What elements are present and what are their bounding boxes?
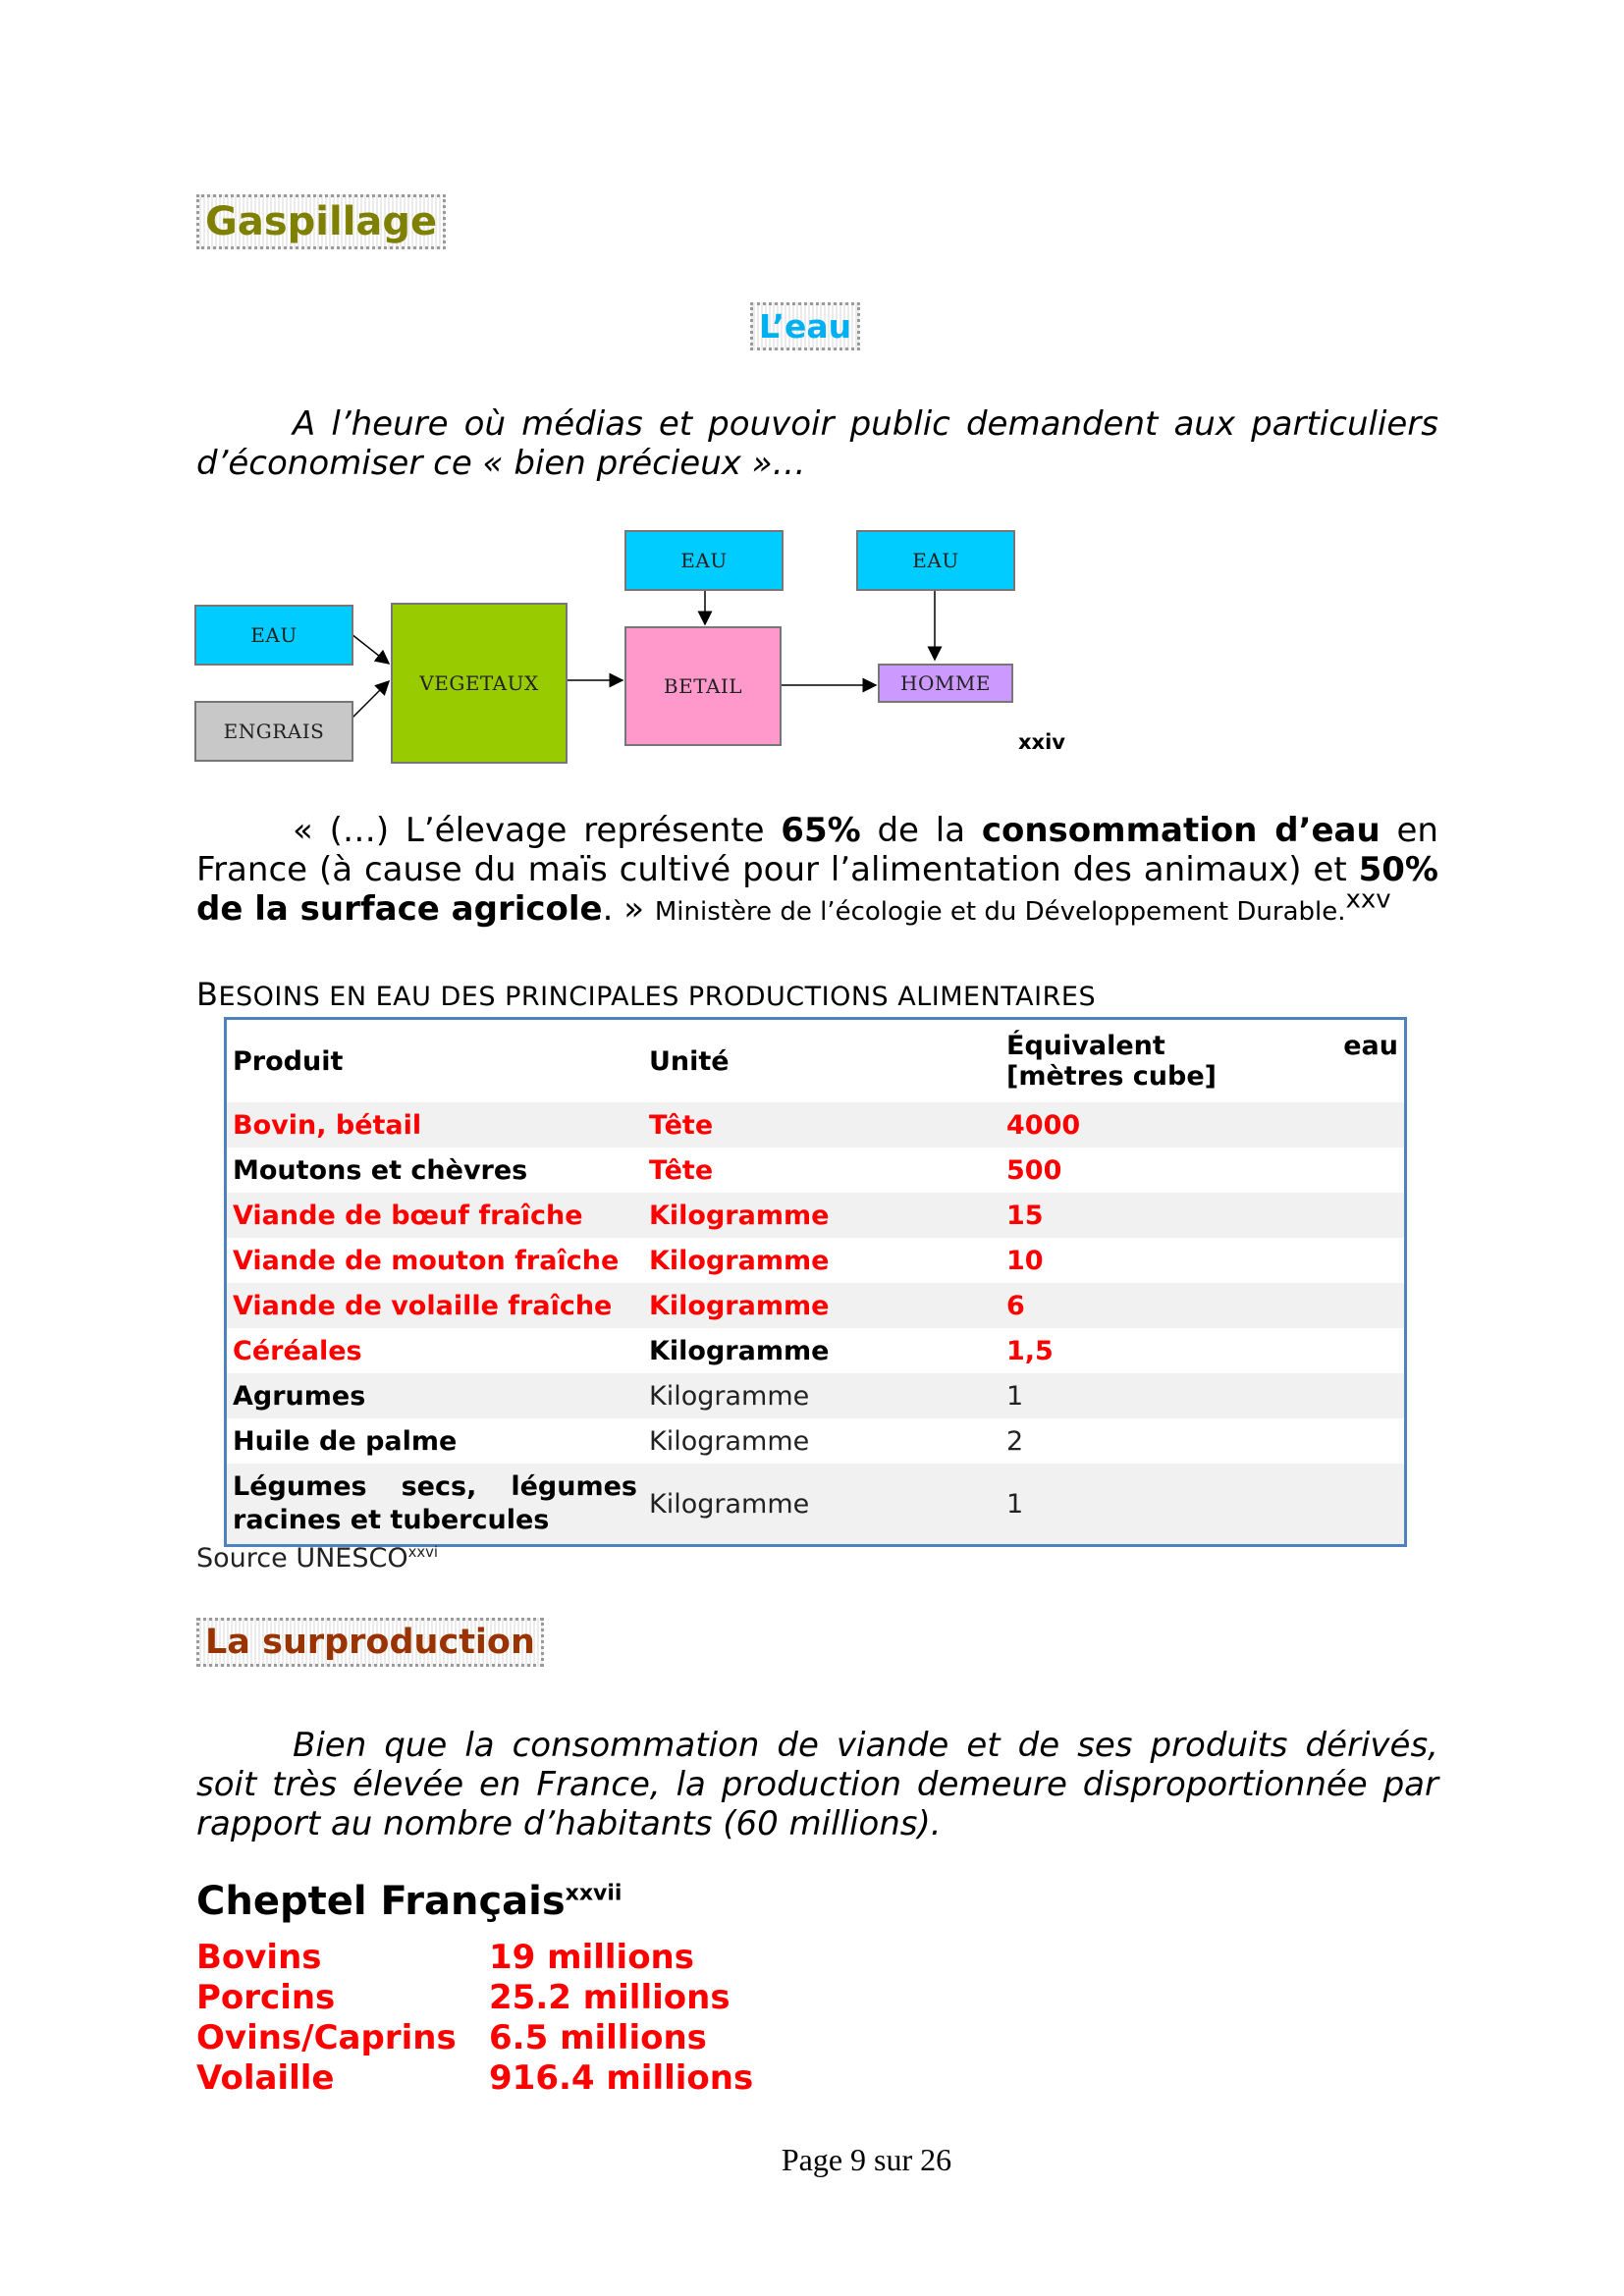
cell-valeur: 15 bbox=[1001, 1193, 1406, 1238]
box-vegetaux: VEGETAUX bbox=[391, 603, 568, 764]
table-source-text: Source UNESCO bbox=[196, 1543, 408, 1574]
quote-close: . » bbox=[602, 889, 655, 929]
cheptel-label: Porcins bbox=[196, 1978, 336, 2017]
table-row bbox=[226, 1418, 1406, 1464]
table-title-cap: B bbox=[196, 976, 219, 1013]
subsection-heading-eau: L’eau bbox=[750, 302, 860, 350]
surproduction-paragraph: Bien que la consommation de viande et de ses produits dérivés, soit très élevée en France, la production demeure disproportionnée par rapport au nombre d’habitants (60 millions). bbox=[196, 1726, 1438, 1843]
cell-unite: Kilogramme bbox=[643, 1464, 1001, 1546]
box-eau-1: EAU bbox=[194, 605, 353, 666]
quote-consommation: consommation d’eau bbox=[981, 811, 1380, 850]
cell-valeur: 4000 bbox=[1001, 1102, 1406, 1148]
cell-produit: Bovin, bétail bbox=[226, 1102, 644, 1148]
list-item bbox=[196, 2018, 753, 2058]
subsection-heading-surproduction: La surproduction bbox=[196, 1618, 544, 1667]
water-flow-diagram bbox=[194, 526, 1078, 766]
table-header-row bbox=[226, 1019, 1406, 1103]
cell-valeur: 500 bbox=[1006, 1154, 1062, 1186]
cell-produit: Viande de mouton fraîche bbox=[233, 1245, 620, 1276]
table-title bbox=[196, 976, 1096, 1013]
box-eau-2: EAU bbox=[624, 530, 784, 591]
header-equiv-3: [mètres cube] bbox=[1006, 1061, 1217, 1092]
table-title-rest: ESOINS EN EAU DES PRINCIPALES PRODUCTIONS ALIMENTAIRES bbox=[218, 982, 1097, 1012]
cell-unite: Kilogramme bbox=[643, 1373, 1001, 1418]
cell-unite: Kilogramme bbox=[649, 1245, 830, 1276]
cell-produit: Huile de palme bbox=[233, 1425, 458, 1457]
list-item bbox=[196, 2058, 753, 2099]
diagram-reference: xxiv bbox=[1018, 730, 1065, 754]
water-needs-table bbox=[224, 1017, 1407, 1547]
quote-mid-2: en France (à cause du maïs cultivé pour l’alimentation des animaux) et bbox=[196, 811, 1438, 889]
table-source-reference: xxvi bbox=[407, 1543, 439, 1561]
quote-source: Ministère de l’écologie et du Développement Durable. bbox=[654, 897, 1346, 927]
cheptel-label: Bovins bbox=[196, 1938, 322, 1977]
cell-unite: Tête bbox=[649, 1154, 714, 1186]
table-row bbox=[226, 1148, 1406, 1193]
cheptel-label: Ovins/Caprins bbox=[196, 2018, 457, 2057]
cell-produit: Céréales bbox=[233, 1335, 362, 1366]
cell-produit: Viande de volaille fraîche bbox=[226, 1283, 644, 1328]
header-produit: Produit bbox=[226, 1019, 644, 1103]
table-row bbox=[226, 1102, 1406, 1148]
header-equivalent bbox=[1001, 1019, 1406, 1103]
cell-unite: Kilogramme bbox=[649, 1335, 830, 1366]
cell-unite: Tête bbox=[643, 1102, 1001, 1148]
cell-valeur: 1,5 bbox=[1006, 1335, 1054, 1366]
box-betail: BETAIL bbox=[624, 626, 782, 746]
quote-mid-1: de la bbox=[860, 811, 982, 850]
cell-valeur: 1 bbox=[1001, 1373, 1406, 1418]
quote-pct-65: 65% bbox=[781, 811, 861, 850]
quote-reference: xxv bbox=[1345, 884, 1391, 915]
cheptel-heading bbox=[196, 1879, 622, 1924]
header-equiv-2: eau bbox=[1343, 1031, 1398, 1061]
cheptel-reference: xxvii bbox=[565, 1881, 623, 1906]
quote-paragraph bbox=[196, 811, 1438, 932]
cheptel-value: 916.4 millions bbox=[489, 2058, 754, 2098]
cheptel-value: 19 millions bbox=[489, 1938, 694, 1977]
box-eau-3: EAU bbox=[856, 530, 1015, 591]
cell-produit: Viande de bœuf fraîche bbox=[226, 1193, 644, 1238]
cell-produit: Agrumes bbox=[226, 1373, 644, 1418]
list-item bbox=[196, 1938, 753, 1978]
table-row bbox=[226, 1464, 1406, 1546]
header-equiv-1: Équivalent bbox=[1006, 1031, 1165, 1061]
arrow-engrais-vegetaux bbox=[352, 681, 389, 719]
cell-valeur: 6 bbox=[1001, 1283, 1406, 1328]
box-engrais: ENGRAIS bbox=[194, 701, 353, 762]
cheptel-value: 25.2 millions bbox=[489, 1978, 731, 2017]
cell-valeur: 2 bbox=[1006, 1425, 1024, 1457]
cell-unite: Kilogramme bbox=[649, 1425, 810, 1457]
cell-unite: Kilogramme bbox=[643, 1283, 1001, 1328]
cheptel-value: 6.5 millions bbox=[489, 2018, 707, 2057]
cheptel-label: Volaille bbox=[196, 2058, 335, 2098]
cheptel-list bbox=[196, 1938, 753, 2099]
header-unite: Unité bbox=[643, 1019, 1001, 1103]
table-row bbox=[226, 1328, 1406, 1373]
table-row bbox=[226, 1193, 1406, 1238]
cell-produit: Moutons et chèvres bbox=[233, 1154, 528, 1186]
cell-valeur: 10 bbox=[1006, 1245, 1044, 1276]
page-number: Page 9 sur 26 bbox=[781, 2142, 952, 2177]
cell-produit: Légumes secs, légumes racines et tubercules bbox=[226, 1464, 644, 1546]
section-heading-gaspillage: Gaspillage bbox=[196, 194, 446, 249]
cell-unite: Kilogramme bbox=[643, 1193, 1001, 1238]
table-row bbox=[226, 1283, 1406, 1328]
table-row bbox=[226, 1238, 1406, 1283]
quote-open: « (…) L’élevage représente bbox=[293, 811, 782, 850]
list-item bbox=[196, 1978, 753, 2018]
box-homme: HOMME bbox=[878, 664, 1013, 703]
intro-eau-paragraph: A l’heure où médias et pouvoir public demandent aux particuliers d’économiser ce « bien précieux »… bbox=[196, 404, 1438, 483]
cheptel-title-text: Cheptel Français bbox=[196, 1879, 566, 1924]
quote-pct-50: 50% de la surface agricole bbox=[196, 850, 1438, 929]
table-row bbox=[226, 1373, 1406, 1418]
arrow-eau-vegetaux bbox=[352, 634, 389, 664]
cell-valeur: 1 bbox=[1001, 1464, 1406, 1546]
table-source bbox=[196, 1543, 438, 1574]
